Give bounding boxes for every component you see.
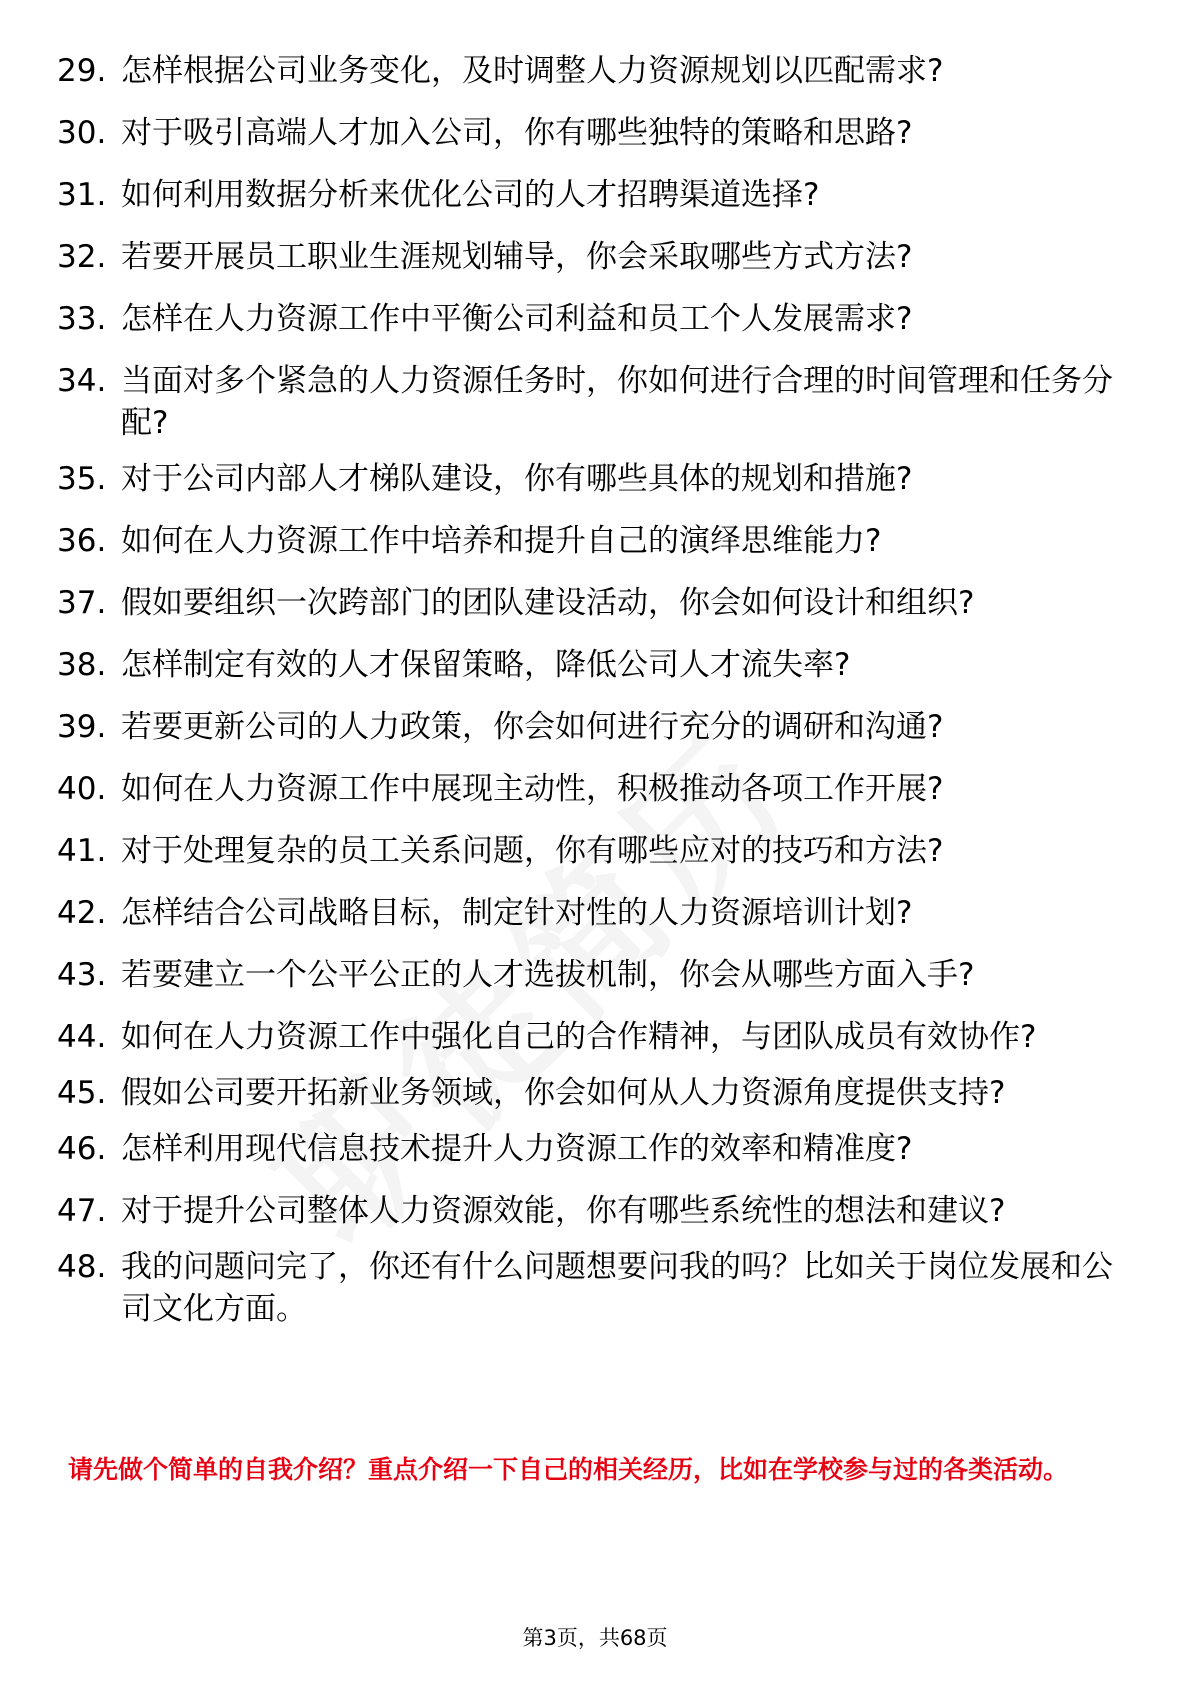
question-number: 38. — [57, 647, 107, 683]
question-number: 31. — [57, 177, 107, 213]
question-text: 若要开展员工职业生涯规划辅导，你会采取哪些方式方法? — [121, 239, 913, 275]
question-item — [57, 1016, 1137, 1058]
question-number: 42. — [57, 895, 107, 931]
question-text: 对于处理复杂的员工关系问题，你有哪些应对的技巧和方法? — [121, 833, 944, 869]
question-item — [57, 768, 1137, 810]
question-item — [57, 112, 1137, 154]
question-number: 36. — [57, 523, 107, 559]
question-text: 对于公司内部人才梯队建设，你有哪些具体的规划和措施? — [121, 461, 913, 497]
question-item — [57, 50, 1137, 92]
question-number: 34. — [57, 363, 107, 399]
question-item — [57, 830, 1137, 872]
question-text: 如何利用数据分析来优化公司的人才招聘渠道选择? — [121, 177, 820, 213]
question-item — [57, 360, 1137, 444]
question-text: 若要建立一个公平公正的人才选拔机制，你会从哪些方面入手? — [121, 957, 975, 993]
question-number: 40. — [57, 771, 107, 807]
question-text: 假如要组织一次跨部门的团队建设活动，你会如何设计和组织? — [121, 585, 975, 621]
question-item — [57, 236, 1137, 278]
question-text: 怎样制定有效的人才保留策略，降低公司人才流失率? — [121, 647, 851, 683]
question-list — [57, 50, 1137, 1344]
page-footer: 第3页，共68页 — [522, 1626, 668, 1650]
question-number: 46. — [57, 1131, 107, 1167]
question-text: 对于吸引高端人才加入公司，你有哪些独特的策略和思路? — [121, 115, 913, 151]
question-number: 32. — [57, 239, 107, 275]
question-text: 如何在人力资源工作中展现主动性，积极推动各项工作开展? — [121, 771, 944, 807]
question-number: 30. — [57, 115, 107, 151]
question-item — [57, 706, 1137, 748]
question-text: 假如公司要开拓新业务领域，你会如何从人力资源角度提供支持? — [121, 1075, 1006, 1111]
question-number: 41. — [57, 833, 107, 869]
question-item — [57, 892, 1137, 934]
question-text: 我的问题问完了，你还有什么问题想要问我的吗？比如关于岗位发展和公司文化方面。 — [121, 1249, 1113, 1327]
question-item — [57, 644, 1137, 686]
question-item — [57, 298, 1137, 340]
question-item — [57, 954, 1137, 996]
question-number: 47. — [57, 1193, 107, 1229]
question-item — [57, 1190, 1137, 1232]
question-item — [57, 582, 1137, 624]
question-item — [57, 1072, 1137, 1114]
question-text: 怎样利用现代信息技术提升人力资源工作的效率和精准度? — [121, 1131, 913, 1167]
question-item — [57, 1246, 1137, 1330]
question-text: 如何在人力资源工作中培养和提升自己的演绎思维能力? — [121, 523, 882, 559]
question-text: 怎样结合公司战略目标，制定针对性的人力资源培训计划? — [121, 895, 913, 931]
question-number: 44. — [57, 1019, 107, 1055]
question-number: 29. — [57, 53, 107, 89]
question-text: 怎样在人力资源工作中平衡公司利益和员工个人发展需求? — [121, 301, 913, 337]
question-text: 怎样根据公司业务变化，及时调整人力资源规划以匹配需求? — [121, 53, 944, 89]
question-number: 45. — [57, 1075, 107, 1111]
question-text: 对于提升公司整体人力资源效能，你有哪些系统性的想法和建议? — [121, 1193, 1006, 1229]
question-number: 43. — [57, 957, 107, 993]
highlight-question: 请先做个简单的自我介绍？重点介绍一下自己的相关经历，比如在学校参与过的各类活动。 — [68, 1455, 1069, 1484]
question-item — [57, 1128, 1137, 1170]
question-number: 33. — [57, 301, 107, 337]
question-item — [57, 458, 1137, 500]
question-number: 48. — [57, 1249, 107, 1285]
question-number: 39. — [57, 709, 107, 745]
question-text: 如何在人力资源工作中强化自己的合作精神，与团队成员有效协作? — [121, 1019, 1037, 1055]
question-item — [57, 520, 1137, 562]
question-number: 37. — [57, 585, 107, 621]
question-text: 若要更新公司的人力政策，你会如何进行充分的调研和沟通? — [121, 709, 944, 745]
question-item — [57, 174, 1137, 216]
question-number: 35. — [57, 461, 107, 497]
question-text: 当面对多个紧急的人力资源任务时，你如何进行合理的时间管理和任务分配? — [121, 363, 1113, 441]
